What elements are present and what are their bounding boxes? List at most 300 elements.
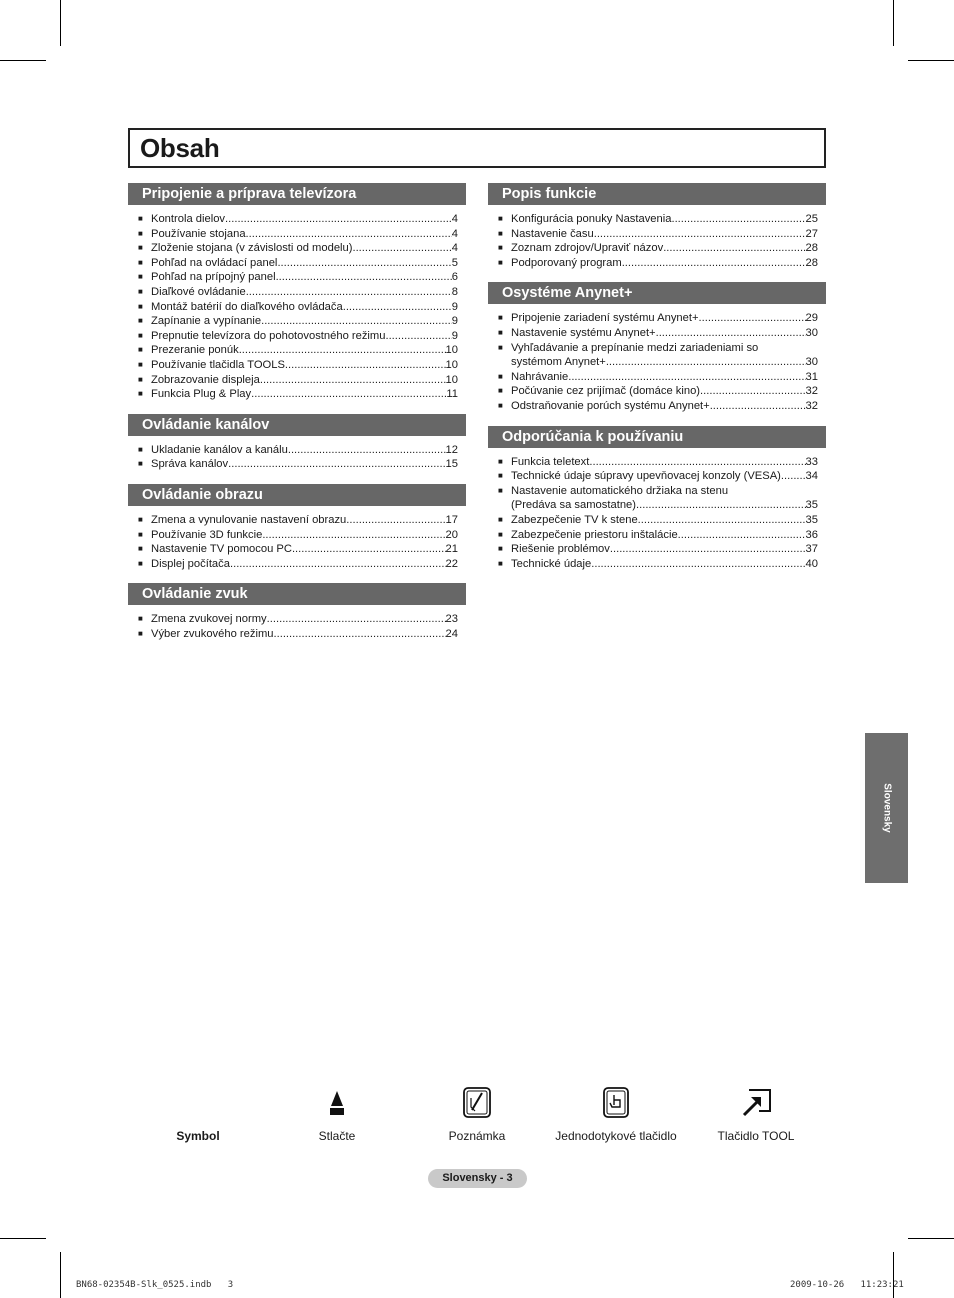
toc-entry-label: Nastavenie automatického držiaka na stenu: [511, 484, 729, 497]
section-heading: Osystéme Anynet+: [488, 282, 826, 304]
toc-entry-body: [151, 513, 458, 528]
toc-entry-label: Zabezpečenie TV k stene: [511, 513, 638, 526]
crop-mark: [893, 0, 894, 46]
toc-entry-line: [151, 557, 458, 572]
toc-page-number: 27: [805, 227, 818, 240]
toc-page-number: 12: [445, 443, 458, 456]
toc-page-number: 28: [805, 242, 818, 255]
toc-entry-body: [511, 528, 818, 543]
bullet-icon: ■: [138, 529, 143, 539]
toc-entry-label: Zoznam zdrojov/Upraviť názov: [511, 242, 664, 255]
toc-entry-line: [511, 256, 818, 271]
toc-page-number: 28: [805, 256, 818, 269]
toc-entry[interactable]: [138, 627, 458, 642]
toc-page-number: 9: [451, 300, 458, 313]
toc-entry-body: [511, 326, 818, 341]
language-side-tab-label: Slovensky: [881, 783, 892, 833]
crop-mark: [60, 1252, 61, 1298]
toc-entry-line: [151, 270, 458, 285]
toc-entry-line: [511, 557, 818, 572]
dot-leader: [594, 227, 806, 242]
toc-entry-line: [511, 370, 818, 385]
toc-entry-line: [511, 341, 818, 356]
section-heading: Pripojenie a príprava televízora: [128, 183, 466, 205]
bullet-icon: ■: [138, 389, 143, 399]
bullet-icon: ■: [498, 514, 503, 524]
toc-page-number: 6: [451, 271, 458, 284]
toc-entry-line: [151, 241, 458, 256]
toc-entry[interactable]: [138, 542, 458, 557]
toc-entry[interactable]: [498, 212, 818, 227]
toc-entry-label: Počúvanie cez prijímač (domáce kino): [511, 385, 701, 398]
toc-page-number: 35: [805, 513, 818, 526]
toc-entry-line: [151, 542, 458, 557]
toc-entry-line: [151, 358, 458, 373]
dot-leader: [591, 557, 805, 572]
bullet-icon: ■: [138, 316, 143, 326]
toc-page-number: 32: [805, 385, 818, 398]
toc-entry-label: Technické údaje: [511, 557, 592, 570]
toc-entry-line: [151, 627, 458, 642]
bullet-icon: ■: [498, 214, 503, 223]
dot-leader: [656, 326, 806, 341]
toc-entry-label: Displej počítača: [151, 557, 230, 570]
footer-timestamp: 2009-10-26 11:23:21: [790, 1280, 904, 1290]
crop-mark: [908, 60, 954, 61]
toc-right-column: [488, 183, 826, 583]
toc-entry[interactable]: [138, 387, 458, 402]
toc-entry-label: systémom Anynet+: [511, 356, 606, 369]
toc-entry[interactable]: [498, 256, 818, 271]
toc-entry-label: (Predáva sa samostatne): [511, 499, 636, 512]
toc-section: [488, 183, 826, 270]
bullet-icon: ■: [138, 345, 143, 355]
tool-button-icon: [739, 1086, 773, 1119]
toc-entry[interactable]: [498, 513, 818, 528]
toc-entry-line: [511, 241, 818, 256]
toc-entry[interactable]: [498, 241, 818, 256]
dot-leader: [610, 542, 806, 557]
bullet-icon: ■: [498, 228, 503, 238]
bullet-icon: ■: [498, 529, 503, 539]
toc-page-number: 9: [451, 329, 458, 342]
toc-page-number: 32: [805, 399, 818, 412]
bullet-icon: ■: [498, 400, 503, 410]
dot-leader: [671, 212, 805, 227]
toc-entry-body: [511, 557, 818, 572]
toc-entry-label: Konfigurácia ponuky Nastavenia: [511, 213, 672, 225]
page-number-badge: Slovensky - 3: [428, 1169, 527, 1188]
bullet-icon: ■: [498, 257, 503, 267]
toc-page-number: 30: [805, 356, 818, 369]
dot-leader: [781, 469, 806, 484]
toc-entry[interactable]: [138, 285, 458, 300]
toc-entry-line: [151, 256, 458, 271]
toc-entry[interactable]: [498, 370, 818, 385]
bullet-icon: ■: [138, 243, 143, 253]
toc-entry-label: Zmena zvukovej normy: [151, 613, 267, 626]
toc-entry-body: [511, 227, 818, 242]
toc-entry-line: [151, 227, 458, 242]
toc-page-number: 25: [805, 213, 818, 225]
toc-entry-body: [511, 469, 818, 484]
section-heading: Odporúčania k používaniu: [488, 426, 826, 448]
dot-leader: [710, 399, 806, 414]
dot-leader: [636, 498, 806, 513]
toc-entry-line: [511, 484, 818, 499]
toc-entry-body: [151, 314, 458, 329]
bullet-icon: ■: [138, 228, 143, 238]
toc-entry[interactable]: [138, 528, 458, 543]
dot-leader: [246, 285, 452, 300]
bullet-icon: ■: [138, 558, 143, 568]
toc-page-number: 40: [805, 557, 818, 570]
symbol-label: Jednodotykové tlačidlo: [555, 1129, 677, 1143]
toc-entry-body: [511, 513, 818, 528]
toc-page-number: 8: [451, 285, 458, 298]
toc-entry-line: [511, 212, 818, 227]
toc-entry-body: [151, 256, 458, 271]
toc-entry-line: [511, 498, 818, 513]
section-heading: Ovládanie zvuk: [128, 583, 466, 605]
toc-page-number: 30: [805, 326, 818, 339]
toc-entry[interactable]: [138, 557, 458, 572]
toc-page-number: 15: [445, 458, 458, 471]
toc-entry[interactable]: [138, 513, 458, 528]
toc-entry-label: Nastavenie TV pomocou PC: [151, 543, 292, 556]
toc-entry-line: [511, 469, 818, 484]
bullet-icon: ■: [138, 544, 143, 554]
dot-leader: [606, 355, 806, 370]
toc-page-number: 29: [805, 312, 818, 325]
section-heading: Popis funkcie: [488, 183, 826, 205]
toc-entry[interactable]: [138, 212, 458, 227]
toc-entry-label: Zapínanie a vypínanie: [151, 315, 262, 328]
bullet-icon: ■: [498, 544, 503, 554]
crop-mark: [0, 1238, 46, 1239]
dot-leader: [699, 311, 806, 326]
toc-entry-label: Ukladanie kanálov a kanálu: [151, 443, 288, 456]
toc-entry-label: Montáž batérií do diaľkového ovládača: [151, 300, 343, 313]
toc-entry[interactable]: [138, 343, 458, 358]
bullet-icon: ■: [138, 374, 143, 384]
toc-entry-label: Nastavenie času: [511, 227, 594, 240]
toc-entry[interactable]: [498, 484, 818, 513]
toc-page-number: 21: [445, 543, 458, 556]
toc-entry[interactable]: [138, 329, 458, 344]
toc-entry-body: [151, 443, 458, 458]
toc-entry[interactable]: [138, 314, 458, 329]
symbol-header-label: Symbol: [176, 1129, 220, 1143]
symbol-legend: [0, 1086, 954, 1146]
toc-entry-label: Vyhľadávanie a prepínanie medzi zariadeniami so: [511, 341, 759, 354]
toc-entry-label: Odstraňovanie porúch systému Anynet+: [511, 399, 710, 412]
toc-entry[interactable]: [498, 384, 818, 399]
toc-entry-label: Prezeranie ponúk: [151, 344, 239, 357]
toc-entry-line: [511, 399, 818, 414]
bullet-icon: ■: [498, 558, 503, 568]
bullet-icon: ■: [498, 327, 503, 337]
bullet-icon: ■: [498, 342, 503, 352]
toc-entry-body: [151, 329, 458, 344]
toc-entry-label: Používanie tlačidla TOOLS: [151, 358, 285, 371]
toc-page-number: 10: [445, 358, 458, 371]
dot-leader: [262, 528, 445, 543]
toc-entry-body: [151, 387, 458, 402]
dot-leader: [225, 212, 452, 227]
toc-page-number: 5: [451, 256, 458, 269]
toc-page-number: 34: [805, 470, 818, 483]
dot-leader: [274, 627, 446, 642]
toc-entry[interactable]: [138, 300, 458, 315]
bullet-icon: ■: [138, 301, 143, 311]
toc-entry[interactable]: [138, 227, 458, 242]
dot-leader: [239, 343, 446, 358]
toc-entry-body: [511, 341, 818, 370]
toc-entry-body: [511, 311, 818, 326]
toc-entry[interactable]: [138, 358, 458, 373]
toc-page-number: 20: [445, 528, 458, 541]
note-icon: [462, 1086, 492, 1119]
toc-entry[interactable]: [498, 399, 818, 414]
toc-page-number: 24: [445, 627, 458, 640]
toc-entry[interactable]: [498, 227, 818, 242]
toc-entry-body: [511, 399, 818, 414]
toc-entry-label: Funkcia teletext: [511, 455, 590, 468]
bullet-icon: ■: [138, 614, 143, 624]
dot-leader: [700, 384, 806, 399]
bullet-icon: ■: [138, 214, 143, 223]
symbol-legend-header: [166, 1086, 230, 1143]
toc-entry-label: Prepnutie televízora do pohotovostného režimu: [151, 329, 386, 342]
toc-page-number: 4: [451, 242, 458, 255]
dot-leader: [228, 457, 445, 472]
toc-page-number: 35: [805, 499, 818, 512]
toc-entry-line: [151, 373, 458, 388]
toc-entry[interactable]: [498, 455, 818, 470]
toc-entry-line: [151, 528, 458, 543]
crop-mark: [60, 0, 61, 46]
toc-entry-line: [151, 513, 458, 528]
dot-leader: [568, 370, 805, 385]
toc-section: [488, 426, 826, 572]
toc-entry[interactable]: [138, 612, 458, 627]
bullet-icon: ■: [138, 359, 143, 369]
toc-entry-label: Zobrazovanie displeja: [151, 373, 260, 386]
toc-entry-label: Technické údaje súpravy upevňovacej konzoly (VESA): [511, 470, 781, 483]
dot-leader: [246, 227, 452, 242]
toc-entry[interactable]: [138, 270, 458, 285]
toc-entry-label: Kontrola dielov: [151, 213, 226, 225]
toc-page-number: 36: [805, 528, 818, 541]
toc-section: [128, 484, 466, 571]
toc-entry-line: [511, 455, 818, 470]
toc-entry-label: Pripojenie zariadení systému Anynet+: [511, 312, 699, 325]
toc-entry[interactable]: [498, 311, 818, 326]
toc-page-number: 22: [445, 557, 458, 570]
dot-leader: [267, 612, 446, 627]
toc-entry-line: [511, 528, 818, 543]
section-heading: Ovládanie kanálov: [128, 414, 466, 436]
toc-entry[interactable]: [138, 256, 458, 271]
toc-entry-line: [151, 443, 458, 458]
toc-page-number: 11: [446, 388, 458, 401]
toc-list: [128, 436, 466, 472]
bullet-icon: ■: [138, 514, 143, 524]
toc-entry[interactable]: [138, 241, 458, 256]
dot-leader: [260, 373, 446, 388]
toc-entry-line: [151, 314, 458, 329]
toc-entry[interactable]: [498, 469, 818, 484]
toc-entry-body: [151, 300, 458, 315]
press-arrow-icon: [327, 1086, 347, 1119]
dot-leader: [230, 557, 446, 572]
toc-entry-body: [511, 256, 818, 271]
toc-entry-line: [151, 343, 458, 358]
toc-page-number: 31: [805, 370, 818, 383]
toc-section: [128, 583, 466, 641]
toc-entry-line: [511, 326, 818, 341]
toc-entry[interactable]: [138, 457, 458, 472]
toc-entry-label: Pohľad na prípojný panel: [151, 271, 276, 284]
toc-entry-body: [511, 455, 818, 470]
toc-entry[interactable]: [138, 373, 458, 388]
toc-page-number: 33: [805, 455, 818, 468]
toc-entry-label: Správa kanálov: [151, 458, 229, 471]
toc-entry-label: Funkcia Plug & Play: [151, 388, 252, 401]
toc-list: [128, 605, 466, 641]
toc-page-number: 4: [451, 213, 458, 225]
toc-entry-body: [151, 270, 458, 285]
toc-entry-body: [151, 627, 458, 642]
toc-entry[interactable]: [138, 443, 458, 458]
bullet-icon: ■: [498, 371, 503, 381]
toc-entry-body: [511, 484, 818, 513]
bullet-icon: ■: [138, 330, 143, 340]
dot-leader: [346, 513, 445, 528]
toc-section: [128, 183, 466, 402]
dot-leader: [678, 528, 806, 543]
crop-mark: [893, 1252, 894, 1298]
toc-entry-line: [511, 227, 818, 242]
bullet-icon: ■: [138, 257, 143, 267]
symbol-press: [297, 1086, 377, 1143]
toc-entry-label: Riešenie problémov: [511, 543, 610, 556]
dot-leader: [385, 329, 451, 344]
toc-entry-line: [151, 329, 458, 344]
toc-entry-body: [151, 285, 458, 300]
toc-section: [488, 282, 826, 413]
symbol-tool: [706, 1086, 806, 1143]
toc-entry-line: [151, 285, 458, 300]
toc-entry-body: [511, 384, 818, 399]
toc-entry-line: [511, 311, 818, 326]
dot-leader: [276, 270, 452, 285]
toc-entry[interactable]: [498, 528, 818, 543]
toc-page-number: 9: [451, 315, 458, 328]
toc-entry-body: [151, 612, 458, 627]
toc-section: [128, 414, 466, 472]
dot-leader: [277, 256, 451, 271]
symbol-note: [437, 1086, 517, 1143]
bullet-icon: ■: [138, 628, 143, 638]
one-touch-button-icon: [601, 1086, 631, 1119]
toc-entry-body: [151, 542, 458, 557]
section-heading: Ovládanie obrazu: [128, 484, 466, 506]
dot-leader: [622, 256, 806, 271]
toc-left-column: [128, 183, 466, 653]
bullet-icon: ■: [138, 272, 143, 282]
symbol-label: Tlačidlo TOOL: [717, 1129, 795, 1143]
symbol-one-touch: [551, 1086, 681, 1143]
dot-leader: [589, 455, 805, 470]
toc-entry-label: Zabezpečenie priestoru inštalácie: [511, 528, 678, 541]
bullet-icon: ■: [498, 471, 503, 481]
dot-leader: [251, 387, 446, 402]
toc-entry[interactable]: [498, 326, 818, 341]
toc-entry-line: [511, 384, 818, 399]
toc-entry-label: Podporovaný program: [511, 256, 622, 269]
toc-entry-label: Používanie 3D funkcie: [151, 528, 263, 541]
toc-entry-body: [151, 373, 458, 388]
toc-page-number: 17: [445, 513, 458, 526]
toc-entry-label: Nahrávanie: [511, 370, 569, 383]
toc-list: [128, 205, 466, 402]
toc-entry-line: [511, 355, 818, 370]
toc-entry-body: [151, 557, 458, 572]
page-title: Obsah: [140, 132, 220, 163]
toc-entry-line: [151, 300, 458, 315]
bullet-icon: ■: [498, 243, 503, 253]
toc-list: [488, 304, 826, 413]
language-side-tab: [865, 733, 908, 883]
toc-entry-line: [151, 457, 458, 472]
toc-page-number: 37: [805, 543, 818, 556]
crop-mark: [908, 1238, 954, 1239]
toc-list: [488, 205, 826, 270]
toc-entry-body: [511, 212, 818, 227]
toc-entry[interactable]: [498, 341, 818, 370]
toc-entry-body: [151, 528, 458, 543]
dot-leader: [352, 241, 451, 256]
toc-entry-label: Diaľkové ovládanie: [151, 285, 246, 298]
toc-entry-label: Nastavenie systému Anynet+: [511, 326, 656, 339]
toc-entry-body: [151, 358, 458, 373]
dot-leader: [292, 542, 446, 557]
toc-page-number: 23: [445, 613, 458, 626]
bullet-icon: ■: [498, 386, 503, 396]
toc-page-number: 4: [451, 227, 458, 240]
dot-leader: [638, 513, 806, 528]
toc-entry-body: [511, 370, 818, 385]
toc-page-number: 10: [445, 344, 458, 357]
toc-entry-body: [511, 241, 818, 256]
toc-list: [128, 506, 466, 571]
bullet-icon: ■: [138, 459, 143, 469]
toc-entry[interactable]: [498, 557, 818, 572]
dot-leader: [261, 314, 452, 329]
toc-entry-body: [151, 457, 458, 472]
toc-entry-label: Pohľad na ovládací panel: [151, 256, 278, 269]
bullet-icon: ■: [138, 286, 143, 296]
toc-entry-body: [151, 241, 458, 256]
toc-entry[interactable]: [498, 542, 818, 557]
toc-entry-line: [511, 513, 818, 528]
toc-entry-label: Výber zvukového režimu: [151, 627, 274, 640]
toc-entry-body: [151, 212, 458, 227]
bullet-icon: ■: [498, 485, 503, 495]
dot-leader: [288, 443, 446, 458]
